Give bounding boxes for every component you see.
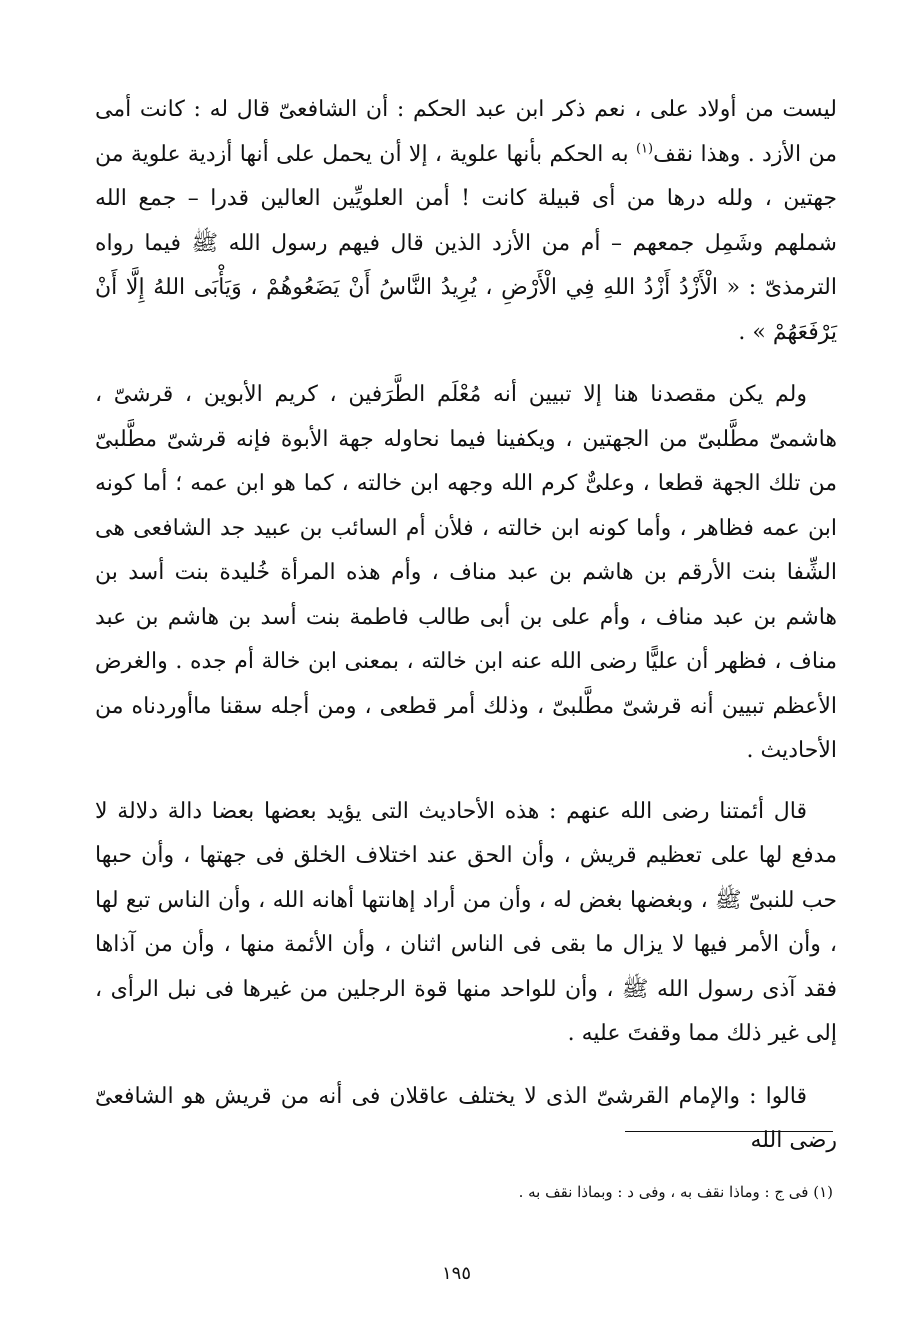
footnote: (١) فى ج : وماذا نقف به ، وفى د : وبماذا نقف به .: [518, 1183, 833, 1201]
paragraph-2: ولم يكن مقصدنا هنا إلا تبيين أنه مُعْلَم الطَّرَفين ، كريم الأبوين ، قرشىّ ، هاشمىّ مطَّلبىّ من الجهتين ، ويكفينا فيما نحاوله جهة الأبوة فإنه قرشىّ مطَّلبىّ من تلك الجهة قطعا ، وعلىٌّ كرم الله وجهه ابن خالته ، كما هو ابن عمه ؛ أما كونه ابن عمه فظاهر ، وأما كونه ابن خالته ، فلأن أم السائب بن عبيد جد الشافعى هى الشِّفا بنت الأرقم بن هاشم بن عبد مناف ، وأم هذه المرأة خُليدة بنت أسد بن هاشم بن عبد مناف ، وأم على بن أبى طالب فاطمة بنت أسد بن هاشم بن عبد مناف ، فظهر أن عليًّا رضى الله عنه ابن خالته ، بمعنى ابن خالة أم جده . والغرض الأعظم تبيين أنه قرشىّ مطَّلبىّ ، وذلك أمر قطعى ، ومن أجله سقنا ماأوردناه من الأحاديث .: [95, 382, 837, 763]
paragraph-3: قال أئمتنا رضى الله عنهم : هذه الأحاديث التى يؤيد بعضها بعضا دالة دلالة لا مدفع لها على تعظيم قريش ، وأن الحق عند اختلاف الخلق فى جهتها ، وأن حبها حب للنبىّ ﷺ ، وبغضها بغض له ، وأن من أراد إهانتها أهانه الله ، وأن الناس تبع لها ، وأن الأمر فيها لا يزال ما بقى فى الناس اثنان ، وأن الأئمة منها ، وأن من آذاها فقد آذى رسول الله ﷺ ، وأن للواحد منها قوة الرجلين من غيرها فى نبل الرأى ، إلى غير ذلك مما وقفتَ عليه .: [95, 798, 837, 1046]
paragraph-4: قالوا : والإمام القرشىّ الذى لا يختلف عاقلان فى أنه من قريش هو الشافعىّ رضى الله: [95, 1083, 837, 1153]
main-text: [95, 88, 837, 1164]
paragraph-1-text-a: ليست من أولاد على ، نعم ذكر ابن عبد الحكم : أن الشافعىّ قال له : كانت أمى من الأزد . وهذا نقف: [95, 97, 837, 167]
footnote-marker: (١): [635, 141, 654, 157]
footnote-divider: [625, 1131, 833, 1132]
page-number: ١٩٥: [441, 1263, 471, 1284]
paragraph-1: [95, 88, 837, 355]
paragraph-1-text-b: به الحكم بأنها علوية ، إلا أن يحمل على أنها أزدية علوية من جهتين ، ولله درها من أى قبيلة كانت ! أمن العلويِّين العالين قدرا – جمع الله شملهم وشَمِل جمعهم – أم من الأزد الذين قال فيهم رسول الله ﷺ فيما رواه الترمذىّ : « الْأَزْدُ أَزْدُ اللهِ فِي الْأَرْضِ ، يُرِيدُ النَّاسُ أَنْ يَضَعُوهُمْ ، وَيَأْبَى اللهُ إِلَّا أَنْ يَرْفَعَهُمْ » .: [95, 141, 837, 345]
